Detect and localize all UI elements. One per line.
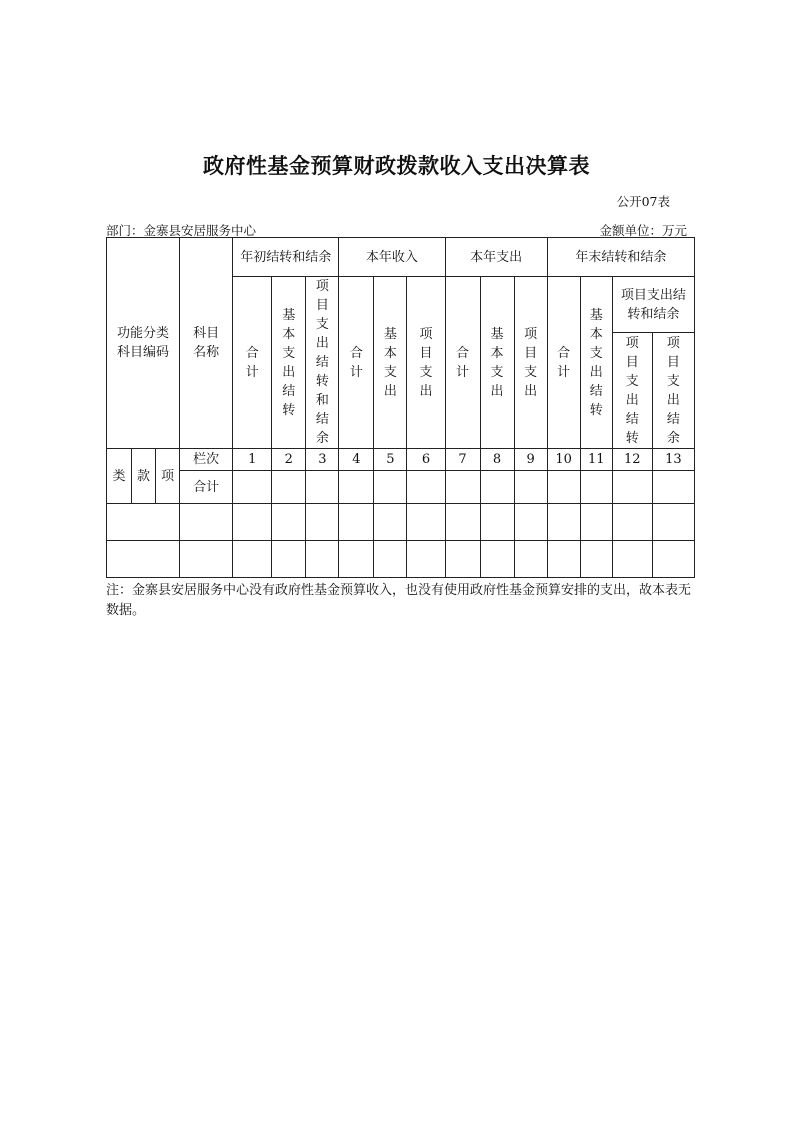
ye-project-header: 项目支出结转和结余	[612, 277, 694, 333]
table-cell	[339, 471, 374, 504]
table-cell	[339, 504, 374, 541]
table-cell	[652, 541, 694, 578]
department-label: 部门：金寨县安居服务中心	[106, 223, 257, 238]
table-cell	[652, 471, 694, 504]
col-number: 13	[652, 449, 694, 471]
table-cell	[445, 471, 480, 504]
table-cell	[306, 504, 339, 541]
table-cell	[339, 541, 374, 578]
table-cell	[407, 541, 445, 578]
exp-basic-header: 基本支出	[480, 277, 514, 449]
table-row	[107, 541, 695, 578]
unit-label: 金额单位：万元	[599, 223, 687, 238]
form-code: 公开07表	[616, 194, 670, 209]
table-cell	[374, 504, 407, 541]
table-cell	[233, 504, 272, 541]
year-end-header: 年末结转和结余	[547, 238, 694, 277]
page-title: 政府性基金预算财政拨款收入支出决算表	[203, 154, 590, 178]
table-cell	[612, 504, 652, 541]
ye-transfer-header: 项目支出结转	[612, 333, 652, 449]
income-header: 本年收入	[339, 238, 445, 277]
yb-project-header: 项目支出结转和结余	[306, 277, 339, 449]
table-cell	[480, 504, 514, 541]
table-cell	[612, 471, 652, 504]
table-cell	[107, 504, 180, 541]
table-cell	[547, 471, 580, 504]
col-number: 10	[547, 449, 580, 471]
col-number: 11	[580, 449, 612, 471]
table-cell	[306, 541, 339, 578]
expense-header: 本年支出	[445, 238, 547, 277]
ye-basic-header: 基本支出结转	[580, 277, 612, 449]
kuan-header: 款	[132, 449, 156, 504]
col-number: 4	[339, 449, 374, 471]
yb-basic-header: 基本支出结转	[272, 277, 306, 449]
total-row	[107, 471, 695, 504]
table-cell	[407, 504, 445, 541]
ye-total-header: 合计	[547, 277, 580, 449]
xiang-header: 项	[156, 449, 180, 504]
budget-table	[106, 237, 695, 578]
lanci-label: 栏次	[180, 449, 233, 471]
table-cell	[547, 504, 580, 541]
col-number: 3	[306, 449, 339, 471]
table-cell	[306, 471, 339, 504]
inc-total-header: 合计	[339, 277, 374, 449]
col-number: 7	[445, 449, 480, 471]
table-cell	[272, 471, 306, 504]
table-cell	[272, 504, 306, 541]
table-cell	[514, 504, 547, 541]
exp-total-header: 合计	[445, 277, 480, 449]
table-cell	[652, 504, 694, 541]
col-number: 5	[374, 449, 407, 471]
col-number: 1	[233, 449, 272, 471]
table-cell	[180, 541, 233, 578]
table-cell	[272, 541, 306, 578]
col-number: 9	[514, 449, 547, 471]
table-cell	[514, 541, 547, 578]
table-cell	[480, 471, 514, 504]
heji-label: 合计	[180, 471, 233, 504]
exp-project-header: 项目支出	[514, 277, 547, 449]
table-cell	[612, 541, 652, 578]
table-cell	[407, 471, 445, 504]
yb-total-header: 合计	[233, 277, 272, 449]
subject-name-header: 科目名称	[180, 238, 233, 449]
table-cell	[580, 504, 612, 541]
table-cell	[233, 471, 272, 504]
table-cell	[107, 541, 180, 578]
col-number: 8	[480, 449, 514, 471]
table-cell	[480, 541, 514, 578]
table-row	[107, 504, 695, 541]
table-cell	[514, 471, 547, 504]
func-code-header: 功能分类科目编码	[107, 238, 180, 449]
table-cell	[580, 541, 612, 578]
table-cell	[547, 541, 580, 578]
table-cell	[374, 541, 407, 578]
inc-basic-header: 基本支出	[374, 277, 407, 449]
table-cell	[374, 471, 407, 504]
col-number: 6	[407, 449, 445, 471]
col-number: 12	[612, 449, 652, 471]
table-cell	[180, 504, 233, 541]
table-cell	[445, 541, 480, 578]
lei-header: 类	[107, 449, 132, 504]
col-number: 2	[272, 449, 306, 471]
inc-project-header: 项目支出	[407, 277, 445, 449]
footnote: 注：金寨县安居服务中心没有政府性基金预算收入，也没有使用政府性基金预算安排的支出，故本表无数据。	[106, 583, 692, 618]
table-cell	[580, 471, 612, 504]
year-begin-header: 年初结转和结余	[233, 238, 339, 277]
table-cell	[233, 541, 272, 578]
table-cell	[445, 504, 480, 541]
ye-balance-header: 项目支出结余	[652, 333, 694, 449]
